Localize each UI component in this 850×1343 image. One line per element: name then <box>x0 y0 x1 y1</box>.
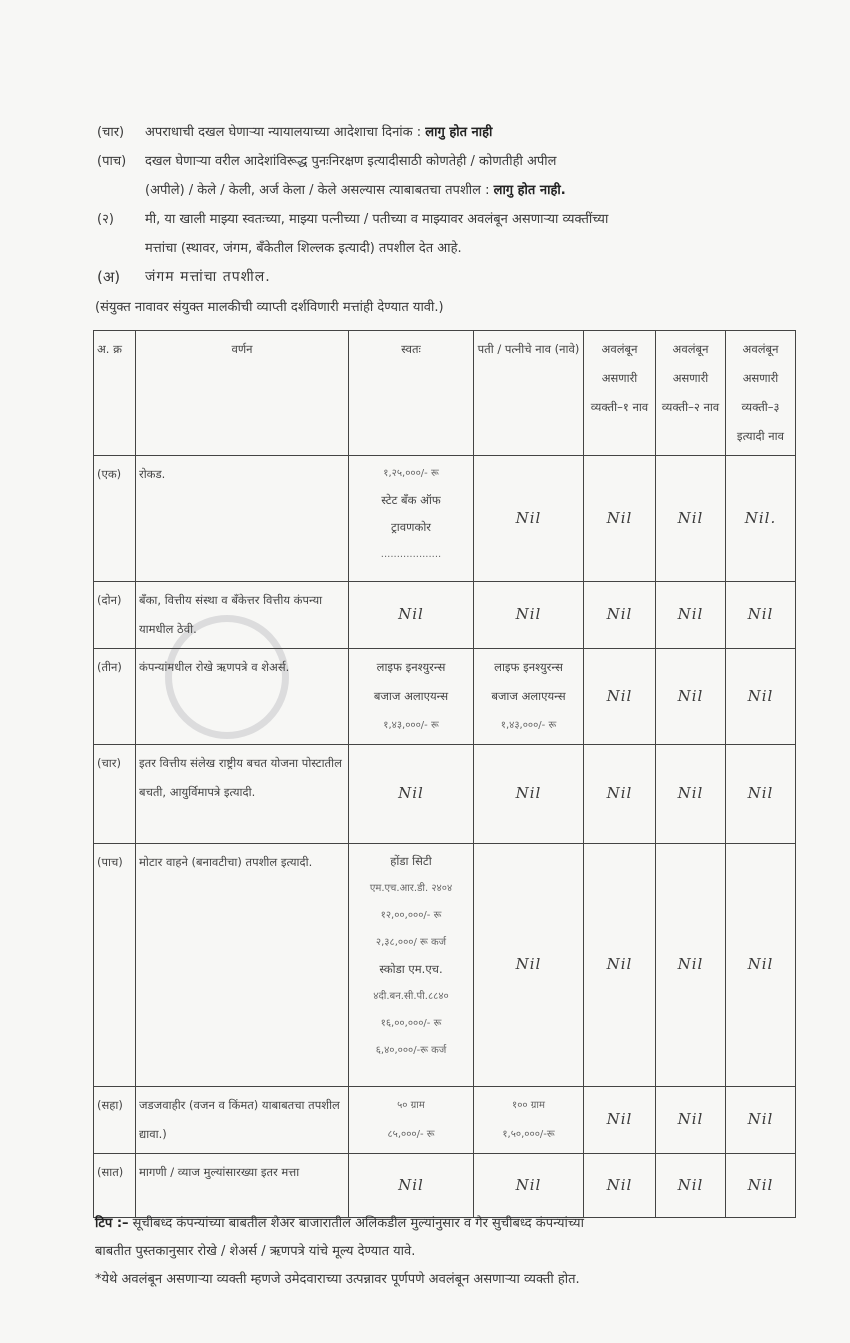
spouse-cell <box>474 745 584 844</box>
cell-line: १,५०,०००/-रू <box>502 1129 555 1140</box>
row-number: (सात) <box>94 1154 136 1218</box>
intro-line <box>145 238 462 256</box>
dependent-cell <box>656 456 726 582</box>
intro-text: मत्तांचा (स्थावर, जंगम, बँकेतील शिल्लक इत्यादी) तपशील देत आहे. <box>145 241 462 256</box>
tip-text-1: सूचीबध्द कंपन्यांच्या बाबतील शेअर बाजारातील अलिकडील मुल्यांनुसार व गैर सुचीबध्द कंपन्यांच्या <box>132 1216 584 1231</box>
dependent-cell <box>656 1154 726 1218</box>
cell-line: १,२५,०००/- रू <box>383 468 439 479</box>
handwritten-nil: Nil <box>398 784 424 802</box>
handwritten-nil: Nil <box>606 1175 633 1194</box>
cell-line: लाइफ इनश्युरन्स <box>494 660 563 674</box>
self-cell <box>349 1087 474 1154</box>
dependent-cell <box>584 745 656 844</box>
column-header: वर्णन <box>136 331 349 456</box>
handwritten-nil: Nil <box>398 605 424 623</box>
cell-line: ५० ग्राम <box>397 1100 425 1111</box>
dependent-cell <box>656 745 726 844</box>
dependent-cell <box>584 844 656 1087</box>
column-header: पती / पत्नीचे नाव (नावे) <box>474 331 584 456</box>
handwritten-nil: Nil <box>515 784 542 802</box>
intro-line <box>145 267 271 286</box>
self-cell <box>349 844 474 1087</box>
cell-line: ४दी.बन.सी.पी.८८४० <box>373 991 449 1002</box>
handwritten-nil: Nil <box>747 605 774 623</box>
spouse-cell <box>474 456 584 582</box>
intro-number: (पाच) <box>97 154 127 169</box>
handwritten-nil: Nil <box>747 1175 774 1194</box>
intro-number: (अ) <box>97 268 121 286</box>
handwritten-nil: Nil <box>606 508 633 527</box>
table-row <box>94 456 796 582</box>
cell-line: लाइफ इनश्युरन्स <box>376 660 446 674</box>
cell-line: स्टेट बँक ऑफ <box>381 493 441 507</box>
dependent-cell <box>726 582 796 649</box>
cell-line: १,४३,०००/- रू <box>500 720 557 731</box>
spouse-cell <box>474 1087 584 1154</box>
table-row <box>94 649 796 745</box>
intro-answer: लागु होत नाही <box>425 125 493 140</box>
row-number: (दोन) <box>94 582 136 649</box>
dependent-cell <box>656 844 726 1087</box>
dependent-cell <box>584 649 656 745</box>
row-number: (पाच) <box>94 844 136 1087</box>
spouse-cell <box>474 649 584 745</box>
handwritten-nil: Nil <box>747 784 774 802</box>
intro-number: (२) <box>97 212 114 227</box>
row-description: रोकड. <box>136 456 349 582</box>
tip-text-2: बाबतीत पुस्तकानुसार रोखे / शेअर्स / ऋणपत्रे यांचे मूल्य देण्यात यावे. <box>95 1244 416 1259</box>
handwritten-nil: Nil. <box>744 508 777 527</box>
footer-tip <box>95 1213 584 1231</box>
row-description: कंपन्यांमधील रोखे ऋणपत्रे व शेअर्स. <box>136 649 349 745</box>
intro-answer: लागु होत नाही. <box>493 183 566 198</box>
cell-line: ६,४०,०००/-रू कर्ज <box>375 1045 447 1056</box>
cell-line: ट्रावणकोर <box>391 520 431 534</box>
column-header: स्वतः <box>349 331 474 456</box>
cell-line: १०० ग्राम <box>512 1100 545 1111</box>
handwritten-nil: Nil <box>515 955 542 973</box>
footnote: *येथे अवलंबून असणाऱ्या व्यक्ती म्हणजे उमेदवाराच्या उत्पन्नावर पूर्णपणे अवलंबून असणाऱ्या व्यक्ती होत. <box>95 1272 580 1287</box>
dependent-cell <box>656 1087 726 1154</box>
row-number: (सहा) <box>94 1087 136 1154</box>
intro-line <box>145 209 608 227</box>
cell-line: एम.एच.आर.डी. २४०४ <box>369 883 453 894</box>
handwritten-nil: Nil <box>515 605 542 623</box>
row-description: जडजवाहीर (वजन व किंमत) याबाबतचा तपशील द्यावा.) <box>136 1087 349 1154</box>
intro-text: (संयुक्त नावावर संयुक्त मालकीची व्याप्ती दर्शविणारी मत्तांही देण्यात यावी.) <box>95 300 444 315</box>
dependent-cell <box>726 649 796 745</box>
handwritten-nil: Nil <box>747 955 774 973</box>
intro-text: (अपीले) / केले / केली, अर्ज केला / केले असल्यास त्याबाबतचा तपशील : <box>145 183 494 198</box>
spouse-cell <box>474 582 584 649</box>
intro-line <box>145 151 556 169</box>
table-row <box>94 582 796 649</box>
dependent-cell <box>584 1087 656 1154</box>
table-row <box>94 745 796 844</box>
handwritten-nil: Nil <box>677 686 704 705</box>
handwritten-nil: Nil <box>677 955 704 973</box>
row-description: इतर वित्तीय संलेख राष्ट्रीय बचत योजना पोस्टातील बचती, आयुर्विमापत्रे इत्यादी. <box>136 745 349 844</box>
handwritten-nil: Nil <box>677 605 704 623</box>
row-number: (तीन) <box>94 649 136 745</box>
table-row <box>94 844 796 1087</box>
row-number: (एक) <box>94 456 136 582</box>
self-cell <box>349 456 474 582</box>
dependent-cell <box>656 649 726 745</box>
dependent-cell <box>656 582 726 649</box>
self-cell <box>349 582 474 649</box>
row-description: बँका, वित्तीय संस्था व बँकेत्तर वित्तीय कंपन्या यामधील ठेवी. <box>136 582 349 649</box>
self-cell <box>349 745 474 844</box>
handwritten-nil: Nil <box>606 605 633 623</box>
table-row <box>94 1154 796 1218</box>
row-number: (चार) <box>94 745 136 844</box>
handwritten-nil: Nil <box>677 784 704 802</box>
cell-line: १६,००,०००/- रू <box>380 1018 442 1029</box>
dependent-cell <box>584 456 656 582</box>
column-header: अवलंबून असणारी व्यक्ती–१ नाव <box>584 331 656 456</box>
column-header: अवलंबून असणारी व्यक्ती–३ इत्यादी नाव <box>726 331 796 456</box>
intro-line <box>145 122 492 140</box>
handwritten-nil: Nil <box>515 508 542 527</box>
movable-assets-table <box>93 330 796 1218</box>
handwritten-nil: Nil <box>515 1175 542 1194</box>
dependent-cell <box>726 1087 796 1154</box>
intro-line <box>95 297 444 315</box>
cell-line: ८५,०००/- रू <box>387 1129 435 1140</box>
dependent-cell <box>726 456 796 582</box>
dependent-cell <box>726 844 796 1087</box>
cell-line: १,४३,०००/- रू <box>383 720 439 731</box>
spouse-cell <box>474 844 584 1087</box>
handwritten-nil: Nil <box>398 1175 424 1194</box>
column-header: अ. क्र <box>94 331 136 456</box>
self-cell <box>349 649 474 745</box>
spouse-cell <box>474 1154 584 1218</box>
intro-text: दखल घेणाऱ्या वरील आदेशांविरूद्ध पुनःनिरक्षण इत्यादीसाठी कोणतेही / कोणतीही अपील <box>145 154 557 169</box>
handwritten-nil: Nil <box>677 508 704 527</box>
intro-text: अपराधाची दखल घेणाऱ्या न्यायालयाच्या आदेशाचा दिनांक : <box>145 125 426 140</box>
self-cell <box>349 1154 474 1218</box>
table-row <box>94 1087 796 1154</box>
intro-text: मी, या खाली माझ्या स्वतःच्या, माझ्या पत्नीच्या / पतीच्या व माझ्यावर अवलंबून असणाऱ्या व्यक्तींच्या <box>145 212 609 227</box>
cell-line: २,३८,०००/ रू कर्ज <box>375 937 447 948</box>
cell-line: स्कोडा एम.एच. <box>379 962 443 976</box>
handwritten-nil: Nil <box>606 1110 633 1128</box>
cell-line: बजाज अलाएयन्स <box>491 689 566 703</box>
dependent-cell <box>726 745 796 844</box>
row-description: मागणी / व्याज मुल्यांसारख्या इतर मत्ता <box>136 1154 349 1218</box>
cell-line: ................... <box>380 549 442 560</box>
cell-line: बजाज अलाएयन्स <box>373 689 449 703</box>
dependent-cell <box>726 1154 796 1218</box>
dependent-cell <box>584 582 656 649</box>
handwritten-nil: Nil <box>606 955 633 973</box>
handwritten-nil: Nil <box>677 1175 704 1194</box>
intro-text: जंगम मत्तांचा तपशील. <box>145 269 271 285</box>
handwritten-nil: Nil <box>606 686 633 705</box>
handwritten-nil: Nil <box>606 784 633 802</box>
cell-line: होंडा सिटी <box>390 854 432 868</box>
handwritten-nil: Nil <box>747 1110 774 1128</box>
intro-number: (चार) <box>97 125 125 140</box>
dependent-cell <box>584 1154 656 1218</box>
tip-label: टिप :– <box>95 1216 129 1231</box>
column-header: अवलंबून असणारी व्यक्ती–२ नाव <box>656 331 726 456</box>
handwritten-nil: Nil <box>747 686 774 705</box>
cell-line: १२,००,०००/- रू <box>380 910 442 921</box>
handwritten-nil: Nil <box>677 1110 704 1128</box>
intro-line <box>145 180 566 198</box>
row-description: मोटार वाहने (बनावटीचा) तपशील इत्यादी. <box>136 844 349 1087</box>
table-header-row <box>94 331 796 456</box>
